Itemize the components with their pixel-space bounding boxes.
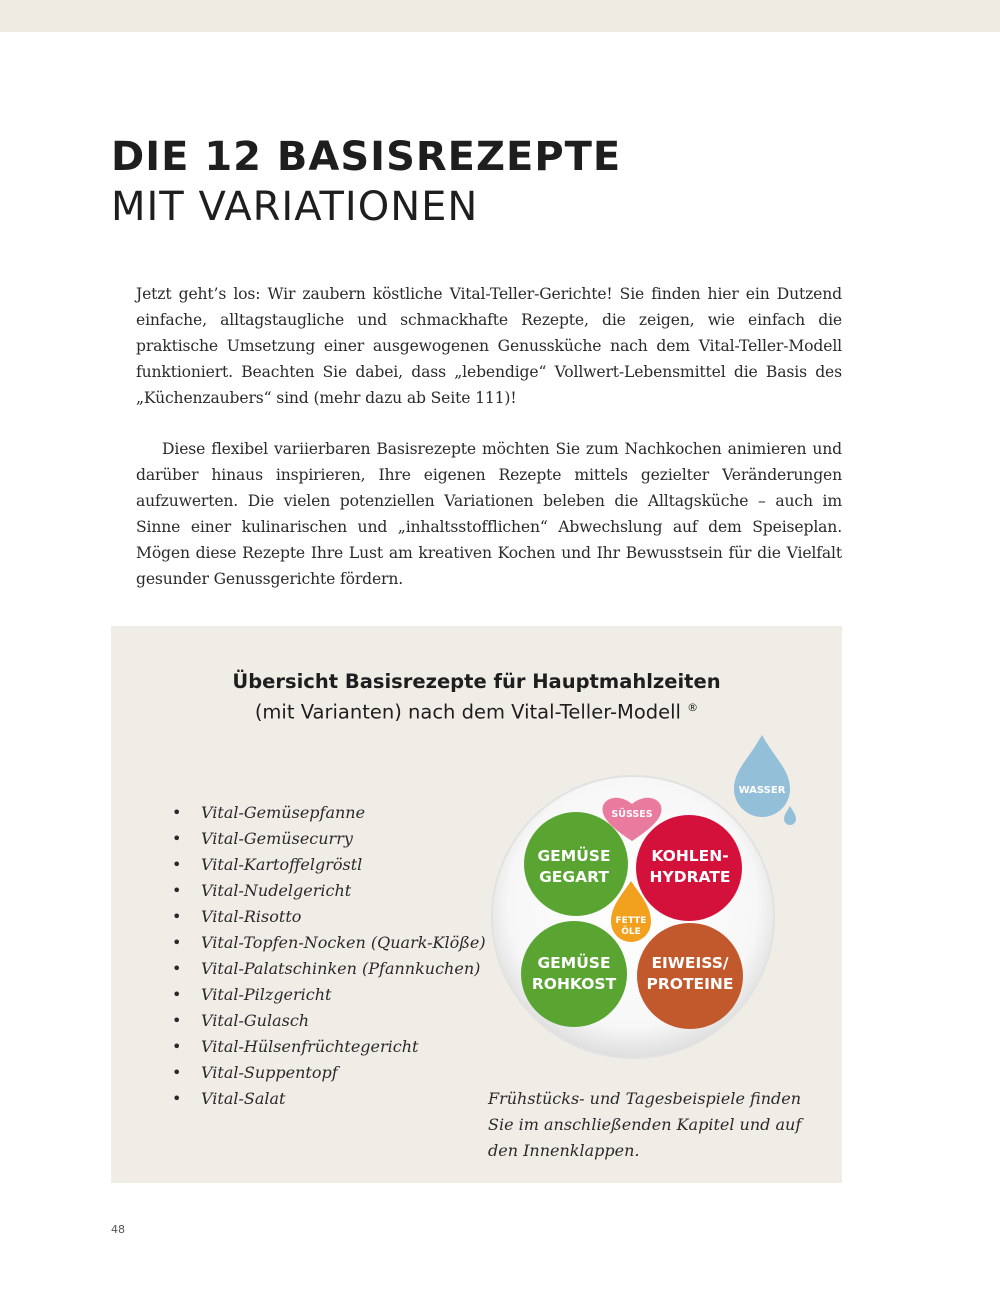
carbohydrates-label-line-1: KOHLEN- (651, 847, 729, 865)
vegetables-cooked-label-line-2: GEGART (539, 868, 609, 886)
recipe-name: Vital-Pilzgericht (201, 985, 332, 1004)
overview-subtitle: (mit Varianten) nach dem Vital-Teller-Modell ® (254, 700, 699, 724)
recipe-name: Vital-Salat (201, 1089, 286, 1108)
vegetables-raw-segment (521, 921, 627, 1027)
page-title (111, 132, 621, 232)
bullet-marker: • (172, 1089, 182, 1108)
intro-paragraph-1: Jetzt geht’s los: Wir zaubern köstliche Vital-Teller-Gerichte! Sie finden hier ein Dutzend einfache, alltagstaugliche und schmackhafte Rezepte, die zeigen, wie einfach die praktische Umsetzung einer ausgewogenen Genussküche nach dem Vital-Teller-Modell funktioniert. Beachten Sie dabei, dass „lebendige“ Vollwert-Lebensmittel die Basis des „Küchenzaubers“ sind (mehr dazu ab Seite 111)! (136, 285, 842, 407)
overview-title: Übersicht Basisrezepte für Hauptmahlzeiten (232, 670, 721, 693)
top-band (0, 0, 1000, 32)
recipe-name: Vital-Hülsenfrüchtegericht (201, 1037, 419, 1056)
bullet-marker: • (172, 1011, 182, 1030)
carbohydrates-label-line-2: HYDRATE (649, 868, 731, 886)
oil-label-line-2: ÖLE (621, 927, 641, 937)
recipe-name: Vital-Suppentopf (201, 1063, 338, 1082)
protein-label-line-2: PROTEINE (646, 975, 734, 993)
intro-paragraph-2: Diese flexibel variierbaren Basisrezepte möchten Sie zum Nachkochen animieren und darüber hinaus inspirieren, Ihre eigenen Rezepte mittels gezielter Veränderungen aufzuwerten. Die vielen potenziellen Variationen beleben die Alltagsküche – auch im Sinne einer kulinarischen und „inhaltsstofflichen“ Abwechslung auf dem Speiseplan. Mögen diese Rezepte Ihre Lust am kreativen Kochen und Ihr Bewusstsein für die Vielfalt gesunder Genussgerichte fördern. (136, 440, 842, 588)
title-line-1: DIE 12 BASISREZEPTE (111, 134, 622, 180)
recipe-list-item (172, 800, 486, 826)
recipe-list-item (172, 826, 486, 852)
water-droplet-small-icon (784, 806, 796, 825)
bullet-marker: • (172, 959, 182, 978)
bullet-marker: • (172, 855, 182, 874)
recipe-name: Vital-Kartoffelgröstl (201, 855, 363, 874)
registered-mark: ® (687, 701, 699, 714)
bullet-marker: • (172, 829, 182, 848)
recipe-name: Vital-Risotto (201, 907, 302, 926)
bullet-marker: • (172, 1037, 182, 1056)
title-line-2: MIT VARIATIONEN (111, 184, 479, 230)
vital-teller-diagram (480, 730, 810, 1075)
bullet-marker: • (172, 907, 182, 926)
recipe-name: Vital-Nudelgericht (201, 881, 352, 900)
recipe-list-item (172, 956, 486, 982)
water-drop-icon (734, 735, 790, 817)
recipe-name: Vital-Topfen-Nocken (Quark-Klöße) (201, 933, 486, 952)
recipe-name: Vital-Gulasch (201, 1011, 310, 1030)
vegetables-cooked-label-line-1: GEMÜSE (537, 847, 611, 865)
sweets-label: SÜSSES (611, 809, 653, 820)
bullet-marker: • (172, 881, 182, 900)
recipe-list (172, 800, 486, 1112)
breakfast-note: Frühstücks- und Tagesbeispiele finden Sie im anschließenden Kapitel und auf den Innenklappen. (488, 1089, 802, 1160)
bullet-marker: • (172, 803, 182, 822)
recipe-list-item (172, 878, 486, 904)
bullet-marker: • (172, 933, 182, 952)
vegetables-raw-label-line-1: GEMÜSE (537, 954, 611, 972)
overview-heading (0, 669, 953, 726)
recipe-list-item (172, 1086, 486, 1112)
vegetables-raw-label-line-2: ROHKOST (531, 975, 617, 993)
recipe-name: Vital-Gemüsepfanne (201, 803, 366, 822)
oil-label-line-1: FETTE (615, 916, 647, 926)
bullet-marker: • (172, 1063, 182, 1082)
water-label: WASSER (738, 785, 786, 796)
recipe-list-item (172, 1060, 486, 1086)
recipe-list-item (172, 852, 486, 878)
protein-label-line-1: EIWEISS/ (651, 954, 729, 972)
recipe-list-item (172, 1034, 486, 1060)
recipe-name: Vital-Gemüsecurry (201, 829, 353, 848)
recipe-list-item (172, 1008, 486, 1034)
recipe-list-item (172, 982, 486, 1008)
page-number: 48 (111, 1223, 125, 1236)
recipe-list-item (172, 930, 486, 956)
recipe-name: Vital-Palatschinken (Pfannkuchen) (201, 959, 481, 978)
recipe-list-item (172, 904, 486, 930)
bullet-marker: • (172, 985, 182, 1004)
